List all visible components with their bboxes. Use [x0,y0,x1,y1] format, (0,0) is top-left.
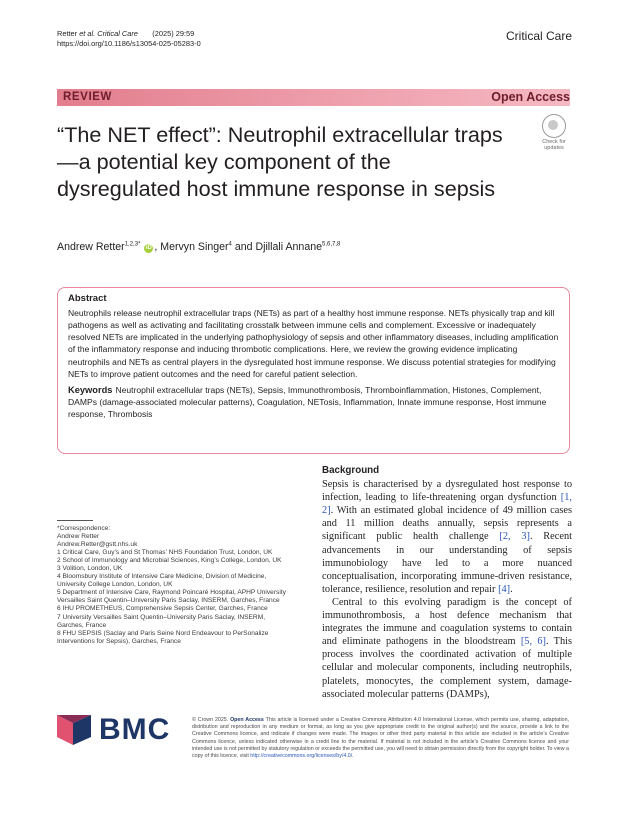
citation-link[interactable]: [5, 6] [520,636,546,648]
author-affil: 4 [228,241,232,248]
author-list [57,241,340,253]
journal-name: Critical Care [505,29,572,43]
author-affil: 1,2,3* [124,241,141,248]
correspondence-email[interactable]: Andrew.Retter@gstt.nhs.uk [57,541,138,549]
license-link[interactable]: http://creativecommons.org/licenses/by/4.0/ [250,753,353,760]
author-affil: 5,6,7,8 [322,241,341,248]
affiliation: 8 FHU SEPSIS (Saclay and Paris Seine Nord Endeavour to PerSonalize Interventions for Sepsis), Garches, France [57,629,269,645]
affiliation: 3 Volition, London, UK [57,565,123,573]
affiliation: 4 Bloomsbury Institute of Intensive Care Medicine, Division of Medicine, University College London, London, UK [57,573,267,589]
abstract-text: Neutrophils release neutrophil extracellular traps (NETs) as part of a healthy host immune response. NETs physically trap and kill pathogens as well as activating and facilitating crosstalk between immune cells and complement. Excessive or inadequately resolved NETs are implicated in the underlying pathophysiology of sepsis and other inflammatory diseases, including amplification of the inflammatory response and inducing thrombotic complications. Here, we review the growing evidence implicating neutrophils and NETs as central players in the dysregulated host immune response. We discuss potential strategies for modifying NETs to improve patient outcomes and the need for careful patient selection. [68,308,559,379]
check-updates-label: Check for updates [542,139,566,151]
header-authors: Retter [57,29,80,38]
correspondence-block [57,525,292,646]
keywords [68,384,559,420]
citation-link[interactable]: [2, 3] [499,531,530,543]
affiliation: 7 University Versailles Saint Quentin–University Paris Saclay, INSERM, Garches, France [57,613,266,629]
background-section [322,464,572,701]
correspondence-name: Andrew Retter [57,533,100,541]
author-name[interactable]: Andrew Retter [57,241,125,253]
footnote-divider [57,520,93,521]
author-name[interactable]: and Djillali Annane [231,241,322,253]
header-doi[interactable]: https://doi.org/10.1186/s13054-025-05283-0 [57,39,201,48]
paragraph: Central to this evolving paradigm is the concept of immunothrombosis, a host defence mechanism that integrates the immune and coagulation systems to contain and eliminate pathogens in the bloodstream [5, 6]. This process involves the coordinated activation of multiple cellular and molecular components, including neutrophils, platelets, monocytes, the complement system, damage-associated molecular patterns (DAMPs), [322,596,573,700]
check-updates-icon [542,114,566,138]
correspondence-label: *Correspondence: [57,525,111,532]
open-access-label: Open Access [491,90,570,104]
running-header [57,29,201,49]
publisher-logo[interactable]: BMC [99,713,171,746]
bmc-logo-icon[interactable] [57,715,93,745]
affiliation: 6 IHU PROMETHEUS, Comprehensive Sepsis Center, Garches, France [57,605,268,613]
abstract-heading: Abstract [68,293,107,304]
affiliation: 5 Department of Intensive Care, Raymond Poincaré Hospital, APHP University Versailles Saint Quentin–University Paris Saclay, INSERM, Garches, France [57,589,286,605]
abstract-box [57,287,570,454]
section-heading: Background [322,465,380,476]
keywords-list: Neutrophil extracellular traps (NETs), Sepsis, Immunothrombosis, Thromboinflammation, Histones, Complement, DAMPs (damage-associated molecular patterns), Coagulation, NETosis, Inflammation, Innate immune response, Host immune response, Thrombosis [68,384,547,420]
affiliation: 1 Critical Care, Guy’s and St Thomas’ NHS Foundation Trust, London, UK [57,549,273,557]
orcid-icon[interactable]: iD [145,245,152,251]
citation-link[interactable]: [1, 2] [322,492,572,517]
author-name[interactable]: , Mervyn Singer [154,241,229,253]
paragraph: Sepsis is characterised by a dysregulated host response to infection, leading to life-threatening organ dysfunction [1, 2]. With an estimated global incidence of 49 million cases and 11 million deaths annually, sepsis represents a significant public health challenge [2, 3]. Recent advancements in our understanding of sepsis immunobiology have led to a more nuanced conceptualisation, incorporating immune-driven resistance, tolerance, resilience, resolution and repair [4]. [322,479,572,595]
header-journal-cite: et al. Critical Care [79,29,138,38]
affiliation: 2 School of Immunology and Microbial Sciences, King’s College, London, UK [57,557,282,565]
license-footer: © Crown 2025. Open Access This article is licensed under a Creative Commons Attribution 4.0 International License, which permits use, sharing, adaptation, distribution and reproduction in any medium or format, as long as you give appropriate credit to the original author(s) and the source, provide a link to the Creative Commons licence, and indicate if changes were made. The images or other third party material in this article are included in the article’s Creative Commons licence, unless indicated otherwise in a credit line to the material. If material is not included in the article’s Creative Commons licence and your intended use is not permitted by statutory regulation or exceeds the permitted use, you will need to obtain permission directly from the copyright holder. To view a copy of this licence, visit http://creativecommons.org/licenses/by/4.0/. [192,717,569,760]
keywords-label: Keywords [68,384,113,395]
check-for-updates-button[interactable] [534,114,574,151]
article-title: “The NET effect”: Neutrophil extracellular traps—a potential key component of the dysregulated host immune response in sepsis [57,122,503,201]
open-access-label: Open Access [230,717,264,723]
article-type-banner [57,89,570,106]
header-volume: (2025) 29:59 [152,29,195,38]
article-type: REVIEW [63,91,112,103]
citation-link[interactable]: [4] [498,583,511,595]
